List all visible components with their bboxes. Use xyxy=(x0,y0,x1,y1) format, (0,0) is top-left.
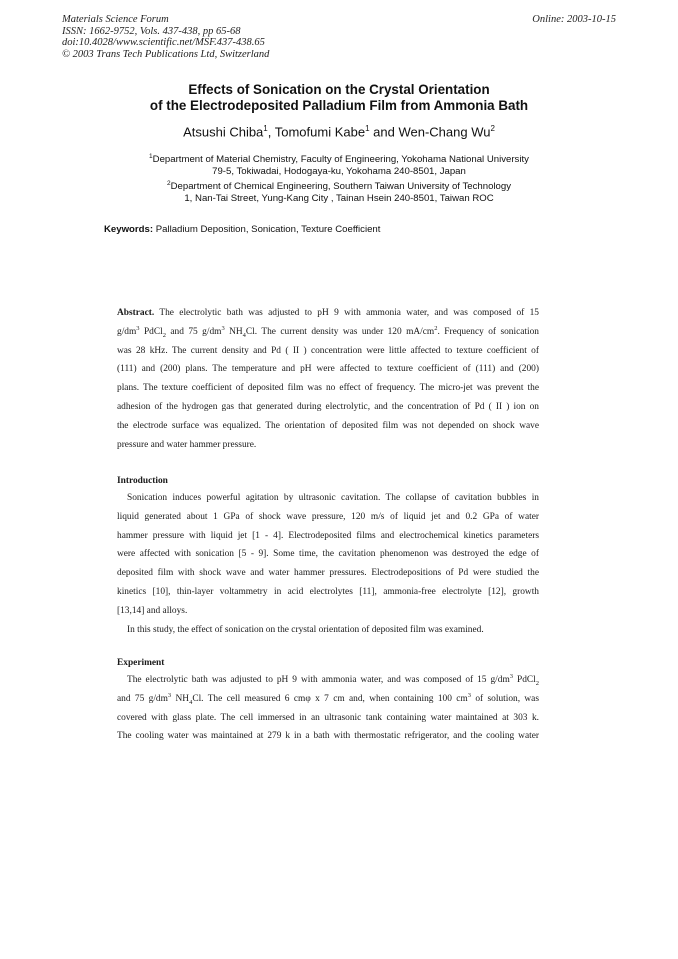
abstract-line: plans. The texture coefficient of deposited film was no effect of frequency. The micro-jet was prevent the xyxy=(117,383,539,394)
journal-name: Materials Science Forum xyxy=(62,14,169,25)
introduction-line: Sonication induces powerful agitation by ultrasonic cavitation. The collapse of cavitation bubbles in xyxy=(127,493,539,503)
paper-title xyxy=(40,82,638,114)
abstract-line: the electrode surface was equalized. The orientation of deposited film was not depended on shock wave xyxy=(117,420,539,431)
experiment-line: The cooling water was maintained at 279 k in a bath with thermostatic refrigerator, and the cooling water xyxy=(117,731,539,742)
experiment-body xyxy=(117,671,539,746)
author-separator: and xyxy=(369,124,399,140)
keywords-label: Keywords: xyxy=(104,224,154,235)
introduction-line: [13,14] and alloys. xyxy=(117,605,188,616)
keywords xyxy=(104,224,380,235)
abstract-line: $g/dm^3$ PdCl$_2$ and 75 $g/dm^3$ $NH_4Cl$. The current density was under 120 $mA/cm^2$. Frequency of sonication xyxy=(117,324,539,339)
introduction-line: deposited film with shock wave and water hammer pressures. Electrodepositions of Pd were studied the xyxy=(117,568,539,579)
title-line-2: of the Electrodeposited Palladium Film from Ammonia Bath xyxy=(149,98,529,113)
experiment-line: covered with glass plate. The cell immersed in an ultrasonic tank containing water maintained at 303 k. xyxy=(117,712,539,723)
author-3-affil-mark: 2 xyxy=(490,124,495,133)
affiliation-2-line-1: Department of Chemical Engineering, Southern Taiwan University of Technology xyxy=(170,181,512,193)
introduction-line: hammer pressure with liquid jet [1 - 4]. Electrodeposited films and electrochemical kinetics parameters xyxy=(117,530,539,541)
abstract xyxy=(117,304,539,454)
author-2: Tomofumi Kabe xyxy=(274,124,366,140)
abstract-line: pressure and water hammer pressure. xyxy=(117,439,257,450)
introduction-heading: Introduction xyxy=(117,476,168,486)
online-date: Online: 2003-10-15 xyxy=(532,14,616,25)
experiment-heading: Experiment xyxy=(117,658,165,668)
abstract-line: was 28 kHz. The current density and Pd ( II ) concentration were little affected to texture coefficient of xyxy=(117,345,539,356)
issn-line: ISSN: 1662-9752, Vols. 437-438, pp 65-68 xyxy=(62,25,241,37)
abstract-line: (111) and (200) plans. The temperature and pH were affected to texture coefficient of (111) and (200) xyxy=(117,364,539,375)
journal-header xyxy=(62,14,392,60)
affiliation-1-line-1: Department of Material Chemistry, Faculty of Engineering, Yokohama National University xyxy=(152,154,529,166)
author-list xyxy=(40,124,638,139)
author-1-affil-mark: 1 xyxy=(263,124,268,133)
affiliation-1-mark: 1 xyxy=(149,153,153,160)
introduction-line: were affected with sonication [5 - 9]. Some time, the cavitation phenomenon was destroyed the edge of xyxy=(117,549,539,560)
affiliation-2 xyxy=(40,178,638,206)
experiment-line: and 75 $g/dm^3$ $NH_4Cl$. The cell measured 6 cmφ x 7 cm and, when containing 100 $cm^3$ of solution, was xyxy=(117,691,539,706)
introduction-line: In this study, the effect of sonication on the crystal orientation of deposited film was examined. xyxy=(127,624,484,635)
affiliation-2-mark: 2 xyxy=(166,180,171,187)
introduction-body xyxy=(117,489,539,639)
introduction-line: kinetics [10], thin-layer voltammetry in acid electrolytes [11], ammonia-free electrolyte [12], growth xyxy=(117,586,539,597)
abstract-line: Abstract. The electrolytic bath was adjusted to pH 9 with ammonia water, and was composed of 15 xyxy=(117,308,539,318)
title-line-1: Effects of Sonication on the Crystal Orientation xyxy=(188,82,490,97)
abstract-line: adhesion of the hydrogen gas that generated during electrolytic, and the concentration of Pd ( II ) ion on xyxy=(117,401,539,412)
affiliation-1-line-2: 79-5, Tokiwadai, Hodogaya-ku, Yokohama 240-8501, Japan xyxy=(212,166,466,178)
affiliation-2-line-2: 1, Nan-Tai Street, Yung-Kang City , Tainan Hsein 240-8501, Taiwan ROC xyxy=(184,193,494,205)
copyright-line: © 2003 Trans Tech Publications Ltd, Switzerland xyxy=(62,48,270,60)
introduction-line: liquid generated about 1 GPa of shock wave pressure, 120 m/s of liquid jet and 0.2 GPa of water xyxy=(117,511,539,522)
experiment-line: The electrolytic bath was adjusted to pH 9 with ammonia water, and was composed of 15 $g/dm^3$ PdCl$_2$ xyxy=(127,672,539,687)
author-separator: , xyxy=(267,124,275,140)
keywords-text: Palladium Deposition, Sonication, Texture Coefficient xyxy=(153,224,381,235)
author-3: Wen-Chang Wu xyxy=(398,124,491,140)
doi-line: doi:10.4028/www.scientific.net/MSF.437-438.65 xyxy=(62,37,265,48)
affiliation-1 xyxy=(40,151,638,179)
author-2-affil-mark: 1 xyxy=(365,124,370,133)
abstract-label: Abstract. xyxy=(117,308,155,318)
author-1: Atsushi Chiba xyxy=(183,124,264,140)
